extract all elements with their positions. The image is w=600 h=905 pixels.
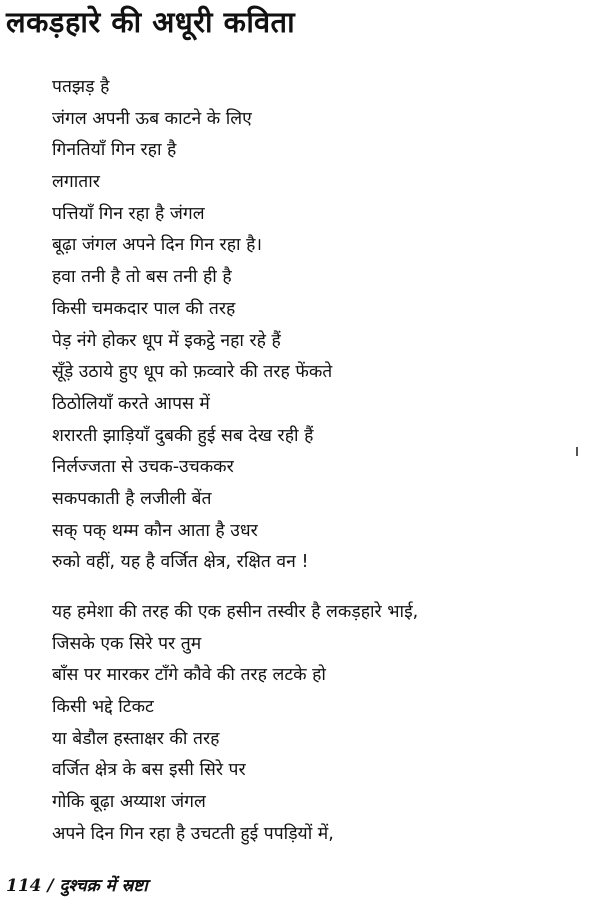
poem-line: रुको वहीं, यह है वर्जित क्षेत्र, रक्षित वन ! (52, 552, 309, 573)
poem-line: किसी चमकदार पाल की तरह (52, 298, 236, 319)
poem-line: गिनतियाँ गिन रहा है (52, 140, 177, 161)
poem-line: पतझड़ है (52, 77, 110, 97)
poem-line: वर्जित क्षेत्र के बस इसी सिरे पर (52, 760, 246, 781)
poem-line: किसी भद्दे टिकट (52, 697, 154, 718)
poem-line: सक् पक् थम्म कौन आता है उधर (52, 520, 258, 541)
poem-line: या बेडौल हस्ताक्षर की तरह (52, 728, 220, 749)
poem-line: हवा तनी है तो बस तनी ही है (52, 267, 232, 288)
stanza-1 (52, 72, 332, 579)
poem-line: ठिठोलियाँ करते आपस में (52, 393, 210, 414)
poem-line: शरारती झाड़ियाँ दुबकी हुई सब देख रही हैं (52, 425, 314, 446)
poem-line: बूढ़ा जंगल अपने दिन गिन रहा है। (52, 235, 263, 256)
poem-line: सूँड़े उठाये हुए धूप को फ़व्वारे की तरह फेंकते (52, 362, 333, 383)
stanza-2 (52, 597, 418, 851)
poem-line: यह हमेशा की तरह की एक हसीन तस्वीर है लकड़हारे भाई, (52, 602, 419, 622)
poem-line: अपने दिन गिन रहा है उचटती हुई पपड़ियों में, (52, 823, 334, 844)
poem-line: बाँस पर मारकर टाँगे कौवे की तरह लटके हो (52, 665, 326, 686)
poem-line: सकपकाती है लजीली बेंत (52, 488, 212, 509)
poem-line: गोकि बूढ़ा अय्याश जंगल (52, 792, 206, 813)
poem-line: लगातार (52, 172, 100, 193)
poem-title: लकड़हारे की अधूरी कविता (6, 5, 296, 39)
poem-line: पत्तियाँ गिन रहा है जंगल (52, 203, 205, 224)
poem-line: जंगल अपनी ऊब काटने के लिए (52, 108, 252, 129)
page-footer: 114 / दुश्चक्र में स्रष्टा (6, 876, 148, 896)
poem-line: निर्लज्जता से उचक-उचककर (52, 457, 234, 478)
scan-speck (576, 447, 578, 456)
poem-line: जिसके एक सिरे पर तुम (52, 633, 202, 654)
poem-line: पेड़ नंगे होकर धूप में इकट्ठे नहा रहे हैं (52, 330, 281, 351)
